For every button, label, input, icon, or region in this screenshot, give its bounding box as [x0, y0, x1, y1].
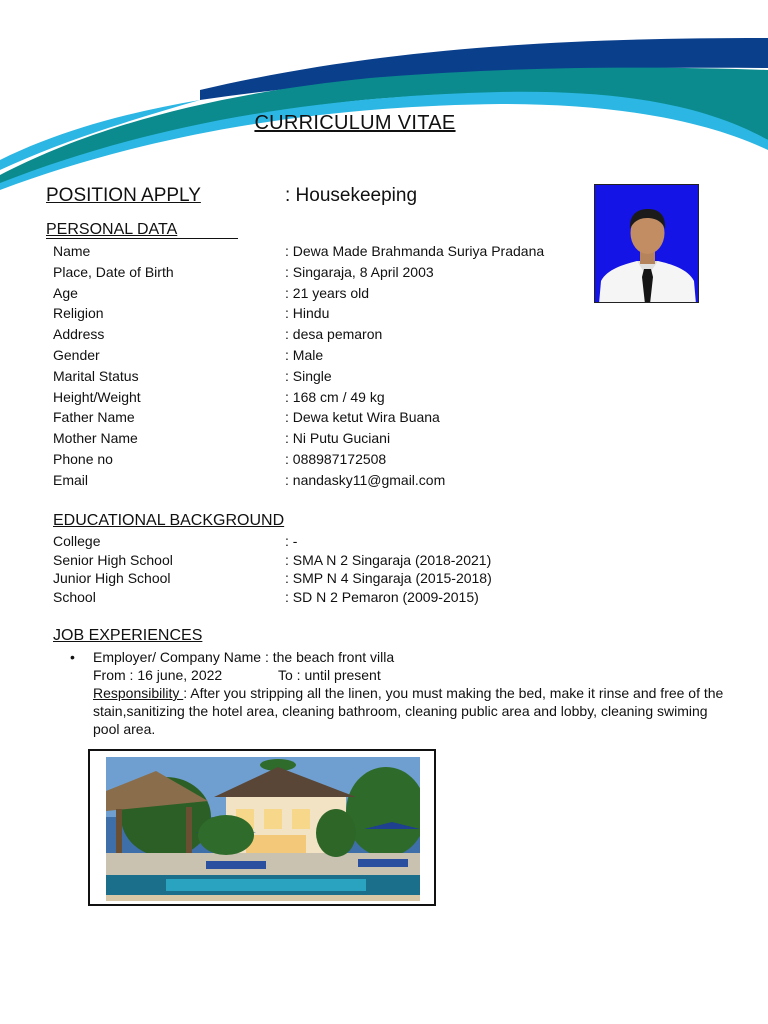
- header-wave-decoration: [0, 0, 768, 190]
- row-label: Senior High School: [53, 551, 173, 568]
- responsibility-text: : After you stripping all the linen, you must making the bed, make it rinse and free of the stain,sanitizing the hotel area, cleaning bathroom, cleaning public area and lobby, cleaning swiming pool area.: [93, 685, 724, 737]
- job-to: To : until present: [278, 667, 381, 683]
- row-label: Age: [53, 284, 78, 301]
- bullet-icon: •: [70, 649, 75, 665]
- row-value: : Singaraja, 8 April 2003: [285, 263, 434, 280]
- job-from: From : 16 june, 2022: [93, 667, 223, 683]
- job-period: [93, 666, 730, 684]
- row-label: Name: [53, 243, 91, 259]
- job-employer: Employer/ Company Name : the beach front villa: [93, 649, 395, 665]
- personal-data-underline: [46, 238, 238, 239]
- position-apply-label: POSITION APPLY: [46, 185, 201, 206]
- row-label: Junior High School: [53, 570, 171, 586]
- position-apply-value: : Housekeeping: [285, 185, 418, 206]
- row-value: : 21 years old: [285, 284, 370, 301]
- row-label: Religion: [53, 305, 104, 322]
- row-value: : Dewa ketut Wira Buana: [285, 409, 440, 426]
- personal-data-heading: PERSONAL DATA: [46, 221, 178, 238]
- row-value: : Ni Putu Guciani: [285, 430, 391, 447]
- responsibility-label: Responsibility: [93, 685, 184, 701]
- job-experiences-heading: JOB EXPERIENCES: [53, 627, 203, 644]
- row-value: : 168 cm / 49 kg: [285, 388, 385, 405]
- row-value: : SD N 2 Pemaron (2009-2015): [285, 588, 479, 605]
- row-value: : Dewa Made Brahmanda Suriya Pradana: [285, 243, 545, 259]
- row-value: : SMA N 2 Singaraja (2018-2021): [285, 551, 492, 568]
- row-label: Marital Status: [53, 367, 139, 384]
- row-label: Place, Date of Birth: [53, 263, 174, 280]
- row-label: School: [53, 588, 96, 605]
- row-value: : desa pemaron: [285, 326, 383, 343]
- row-label: College: [53, 533, 101, 549]
- profile-photo: [594, 184, 699, 303]
- row-label: Height/Weight: [53, 388, 141, 405]
- job-responsibility: [93, 684, 730, 738]
- row-label: Phone no: [53, 450, 113, 467]
- villa-photo-frame: [88, 749, 436, 906]
- row-value: : Male: [285, 346, 324, 363]
- document-title: CURRICULUM VITAE: [254, 112, 456, 134]
- row-label: Gender: [53, 346, 100, 363]
- row-value: : Single: [285, 367, 332, 384]
- job-experience-item: [70, 648, 730, 738]
- villa-photo-illustration: [106, 757, 420, 901]
- row-label: Address: [53, 326, 105, 343]
- profile-photo-illustration: [595, 185, 699, 303]
- row-value: : -: [285, 533, 298, 549]
- row-label: Mother Name: [53, 430, 138, 447]
- row-value: : nandasky11@gmail.com: [285, 471, 446, 488]
- row-label: Email: [53, 471, 89, 488]
- row-label: Father Name: [53, 409, 135, 426]
- row-value: : Hindu: [285, 305, 330, 322]
- education-heading: EDUCATIONAL BACKGROUND: [53, 512, 285, 529]
- row-value: : SMP N 4 Singaraja (2015-2018): [285, 570, 492, 586]
- row-value: : 088987172508: [285, 450, 387, 467]
